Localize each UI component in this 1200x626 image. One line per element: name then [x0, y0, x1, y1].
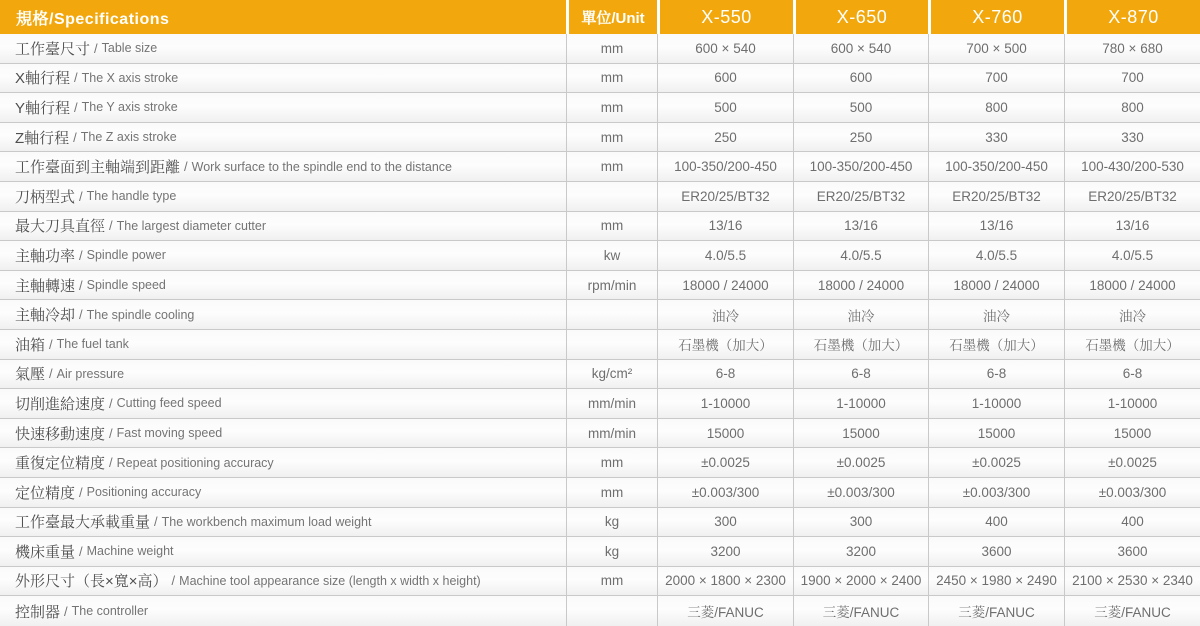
- value-cell-x760: 13/16: [928, 212, 1064, 241]
- spec-label-en: Machine tool appearance size (length x width x height): [179, 573, 481, 588]
- value-cell-x550: 600: [657, 64, 793, 93]
- spec-label-zh: 油箱: [15, 336, 46, 354]
- table-row: [0, 448, 1200, 478]
- label-separator: /: [109, 395, 113, 411]
- value-cell-x550: ±0.003/300: [657, 478, 793, 507]
- value-cell-x760: ±0.0025: [928, 448, 1064, 477]
- spec-label-cell: [0, 537, 566, 566]
- spec-label-cell: [0, 152, 566, 181]
- label-separator: /: [74, 70, 78, 86]
- spec-label-en: Cutting feed speed: [116, 396, 222, 411]
- spec-label-zh: 定位精度: [15, 484, 76, 502]
- value-cell-x550: 15000: [657, 419, 793, 448]
- column-header-model-x760: X-760: [928, 0, 1064, 34]
- unit-cell: [566, 330, 657, 359]
- spec-label-en: The controller: [71, 604, 149, 619]
- value-cell-x760: 1-10000: [928, 389, 1064, 418]
- spec-label-en: Spindle speed: [86, 278, 166, 293]
- label-separator: /: [79, 247, 83, 263]
- spec-label-cell: [0, 567, 566, 596]
- spec-label-cell: [0, 64, 566, 93]
- unit-cell: mm: [566, 212, 657, 241]
- spec-label-cell: [0, 300, 566, 329]
- value-cell-x650: ±0.0025: [793, 448, 928, 477]
- unit-cell: kw: [566, 241, 657, 270]
- spec-label-en: The fuel tank: [56, 337, 129, 352]
- label-separator: /: [171, 573, 176, 589]
- value-cell-x650: 3200: [793, 537, 928, 566]
- value-cell-x760: 石墨機（加大）: [928, 330, 1064, 359]
- unit-cell: kg/cm²: [566, 360, 657, 389]
- unit-cell: kg: [566, 537, 657, 566]
- value-cell-x760: 2450 × 1980 × 2490: [928, 567, 1064, 596]
- value-cell-x650: 15000: [793, 419, 928, 448]
- spec-label-cell: [0, 478, 566, 507]
- spec-label-zh: 外形尺寸（長×寬×高）: [15, 573, 168, 591]
- spec-label-cell: [0, 448, 566, 477]
- spec-label-zh: 工作臺面到主軸端到距離: [15, 159, 181, 177]
- label-separator: /: [49, 366, 53, 382]
- value-cell-x550: ER20/25/BT32: [657, 182, 793, 211]
- value-cell-x550: 石墨機（加大）: [657, 330, 793, 359]
- value-cell-x650: 石墨機（加大）: [793, 330, 928, 359]
- value-cell-x550: 油冷: [657, 300, 793, 329]
- spec-label-zh: 重復定位精度: [15, 455, 106, 473]
- value-cell-x870: 3600: [1064, 537, 1200, 566]
- value-cell-x650: 250: [793, 123, 928, 152]
- unit-cell: mm: [566, 93, 657, 122]
- value-cell-x760: 400: [928, 508, 1064, 537]
- table-row: [0, 34, 1200, 64]
- spec-label-cell: [0, 241, 566, 270]
- value-cell-x650: 4.0/5.5: [793, 241, 928, 270]
- value-cell-x650: 100-350/200-450: [793, 152, 928, 181]
- label-separator: /: [109, 218, 113, 234]
- value-cell-x550: 2000 × 1800 × 2300: [657, 567, 793, 596]
- table-row: [0, 212, 1200, 242]
- spec-label-cell: [0, 271, 566, 300]
- value-cell-x760: ±0.003/300: [928, 478, 1064, 507]
- column-header-specifications: 規格/Specifications: [16, 10, 170, 28]
- spec-label-en: Table size: [101, 41, 158, 56]
- spec-label-cell: [0, 419, 566, 448]
- table-row: [0, 419, 1200, 449]
- label-separator: /: [64, 603, 68, 619]
- table-row: [0, 567, 1200, 597]
- unit-cell: kg: [566, 508, 657, 537]
- table-row: [0, 93, 1200, 123]
- value-cell-x550: 三菱/FANUC: [657, 596, 793, 626]
- label-separator: /: [79, 484, 83, 500]
- spec-label-cell: [0, 93, 566, 122]
- unit-cell: mm: [566, 123, 657, 152]
- table-header-row: [0, 0, 1200, 34]
- spec-label-zh: 氣壓: [15, 366, 46, 384]
- value-cell-x760: 330: [928, 123, 1064, 152]
- value-cell-x870: 油冷: [1064, 300, 1200, 329]
- value-cell-x870: ±0.003/300: [1064, 478, 1200, 507]
- value-cell-x550: 300: [657, 508, 793, 537]
- value-cell-x550: 4.0/5.5: [657, 241, 793, 270]
- spec-label-cell: [0, 123, 566, 152]
- column-header-model-x870: X-870: [1064, 0, 1200, 34]
- spec-label-zh: 工作臺最大承載重量: [15, 514, 151, 532]
- unit-cell: mm: [566, 567, 657, 596]
- spec-label-zh: 工作臺尺寸: [15, 40, 91, 58]
- unit-cell: rpm/min: [566, 271, 657, 300]
- spec-label-en: Repeat positioning accuracy: [116, 455, 274, 470]
- table-row: [0, 389, 1200, 419]
- unit-cell: [566, 596, 657, 626]
- spec-label-cell: [0, 596, 566, 626]
- value-cell-x650: ±0.003/300: [793, 478, 928, 507]
- value-cell-x650: 三菱/FANUC: [793, 596, 928, 626]
- label-separator: /: [184, 159, 188, 175]
- label-separator: /: [79, 188, 83, 204]
- value-cell-x760: 18000 / 24000: [928, 271, 1064, 300]
- label-separator: /: [79, 543, 83, 559]
- value-cell-x760: ER20/25/BT32: [928, 182, 1064, 211]
- value-cell-x550: 18000 / 24000: [657, 271, 793, 300]
- unit-cell: [566, 300, 657, 329]
- spec-label-zh: 機床重量: [15, 543, 76, 561]
- value-cell-x550: 13/16: [657, 212, 793, 241]
- table-row: [0, 300, 1200, 330]
- value-cell-x550: 1-10000: [657, 389, 793, 418]
- spec-label-zh: 刀柄型式: [15, 188, 76, 206]
- spec-label-cell: [0, 389, 566, 418]
- table-row: [0, 152, 1200, 182]
- spec-label-en: Air pressure: [56, 366, 125, 381]
- unit-cell: mm: [566, 64, 657, 93]
- spec-label-en: The spindle cooling: [86, 307, 195, 322]
- spec-label-zh: 切削進給速度: [15, 395, 106, 413]
- value-cell-x760: 6-8: [928, 360, 1064, 389]
- spec-label-en: Fast moving speed: [116, 426, 223, 441]
- value-cell-x870: 13/16: [1064, 212, 1200, 241]
- value-cell-x870: 18000 / 24000: [1064, 271, 1200, 300]
- value-cell-x650: 1900 × 2000 × 2400: [793, 567, 928, 596]
- value-cell-x870: 780 × 680: [1064, 34, 1200, 63]
- spec-label-zh: Y軸行程: [15, 99, 71, 117]
- spec-label-en: The X axis stroke: [81, 70, 179, 85]
- column-header-model-x550: X-550: [657, 0, 793, 34]
- value-cell-x870: 6-8: [1064, 360, 1200, 389]
- value-cell-x650: 300: [793, 508, 928, 537]
- spec-label-en: Machine weight: [86, 544, 174, 559]
- label-separator: /: [49, 336, 53, 352]
- label-separator: /: [79, 277, 83, 293]
- value-cell-x760: 800: [928, 93, 1064, 122]
- table-row: [0, 478, 1200, 508]
- unit-cell: [566, 182, 657, 211]
- table-row: [0, 330, 1200, 360]
- table-row: [0, 271, 1200, 301]
- spec-label-en: The workbench maximum load weight: [161, 514, 372, 529]
- value-cell-x650: 600: [793, 64, 928, 93]
- table-row: [0, 596, 1200, 626]
- value-cell-x650: 500: [793, 93, 928, 122]
- value-cell-x760: 700 × 500: [928, 34, 1064, 63]
- value-cell-x550: 600 × 540: [657, 34, 793, 63]
- spec-label-en: Positioning accuracy: [86, 485, 202, 500]
- value-cell-x550: 500: [657, 93, 793, 122]
- value-cell-x870: 400: [1064, 508, 1200, 537]
- table-row: [0, 182, 1200, 212]
- unit-cell: mm/min: [566, 419, 657, 448]
- value-cell-x650: ER20/25/BT32: [793, 182, 928, 211]
- column-header-unit: 單位/Unit: [566, 0, 657, 34]
- value-cell-x870: 1-10000: [1064, 389, 1200, 418]
- value-cell-x650: 600 × 540: [793, 34, 928, 63]
- table-row: [0, 241, 1200, 271]
- value-cell-x870: 石墨機（加大）: [1064, 330, 1200, 359]
- unit-cell: mm: [566, 152, 657, 181]
- value-cell-x760: 15000: [928, 419, 1064, 448]
- column-header-model-x650: X-650: [793, 0, 928, 34]
- value-cell-x870: 100-430/200-530: [1064, 152, 1200, 181]
- value-cell-x550: 250: [657, 123, 793, 152]
- spec-label-zh: 主軸冷却: [15, 307, 76, 325]
- table-row: [0, 64, 1200, 94]
- value-cell-x650: 18000 / 24000: [793, 271, 928, 300]
- spec-label-en: The Z axis stroke: [80, 130, 177, 145]
- value-cell-x760: 700: [928, 64, 1064, 93]
- spec-label-zh: Z軸行程: [15, 129, 70, 147]
- table-row: [0, 537, 1200, 567]
- spec-label-cell: [0, 212, 566, 241]
- spec-label-en: The Y axis stroke: [81, 100, 178, 115]
- table-row: [0, 508, 1200, 538]
- value-cell-x760: 三菱/FANUC: [928, 596, 1064, 626]
- value-cell-x870: 15000: [1064, 419, 1200, 448]
- spec-label-en: Work surface to the spindle end to the distance: [191, 159, 452, 174]
- spec-label-zh: 最大刀具直徑: [15, 218, 106, 236]
- value-cell-x760: 油冷: [928, 300, 1064, 329]
- value-cell-x870: 4.0/5.5: [1064, 241, 1200, 270]
- value-cell-x760: 100-350/200-450: [928, 152, 1064, 181]
- spec-label-cell: [0, 508, 566, 537]
- spec-label-zh: 快速移動速度: [15, 425, 106, 443]
- label-separator: /: [74, 99, 78, 115]
- table-row: [0, 360, 1200, 390]
- spec-label-cell: [0, 360, 566, 389]
- value-cell-x650: 1-10000: [793, 389, 928, 418]
- unit-cell: mm/min: [566, 389, 657, 418]
- value-cell-x550: 3200: [657, 537, 793, 566]
- spec-label-zh: 控制器: [15, 603, 61, 621]
- spec-label-en: The largest diameter cutter: [116, 218, 267, 233]
- unit-cell: mm: [566, 34, 657, 63]
- value-cell-x870: ER20/25/BT32: [1064, 182, 1200, 211]
- value-cell-x550: ±0.0025: [657, 448, 793, 477]
- spec-label-zh: 主軸轉速: [15, 277, 76, 295]
- spec-label-zh: 主軸功率: [15, 247, 76, 265]
- label-separator: /: [154, 514, 158, 530]
- label-separator: /: [73, 129, 77, 145]
- value-cell-x650: 13/16: [793, 212, 928, 241]
- value-cell-x870: 三菱/FANUC: [1064, 596, 1200, 626]
- value-cell-x870: 800: [1064, 93, 1200, 122]
- unit-cell: mm: [566, 448, 657, 477]
- value-cell-x550: 100-350/200-450: [657, 152, 793, 181]
- value-cell-x550: 6-8: [657, 360, 793, 389]
- label-separator: /: [79, 307, 83, 323]
- spec-label-cell: [0, 182, 566, 211]
- value-cell-x760: 3600: [928, 537, 1064, 566]
- spec-label-cell: [0, 330, 566, 359]
- spec-label-cell: [0, 34, 566, 63]
- value-cell-x870: 330: [1064, 123, 1200, 152]
- label-separator: /: [109, 455, 113, 471]
- table-row: [0, 123, 1200, 153]
- label-separator: /: [109, 425, 113, 441]
- spec-label-en: The handle type: [86, 189, 177, 204]
- value-cell-x650: 6-8: [793, 360, 928, 389]
- value-cell-x870: 700: [1064, 64, 1200, 93]
- table-body: [0, 34, 1200, 626]
- value-cell-x760: 4.0/5.5: [928, 241, 1064, 270]
- label-separator: /: [94, 40, 98, 56]
- value-cell-x870: ±0.0025: [1064, 448, 1200, 477]
- spec-label-zh: X軸行程: [15, 70, 71, 88]
- unit-cell: mm: [566, 478, 657, 507]
- value-cell-x870: 2100 × 2530 × 2340: [1064, 567, 1200, 596]
- value-cell-x650: 油冷: [793, 300, 928, 329]
- spec-label-en: Spindle power: [86, 248, 166, 263]
